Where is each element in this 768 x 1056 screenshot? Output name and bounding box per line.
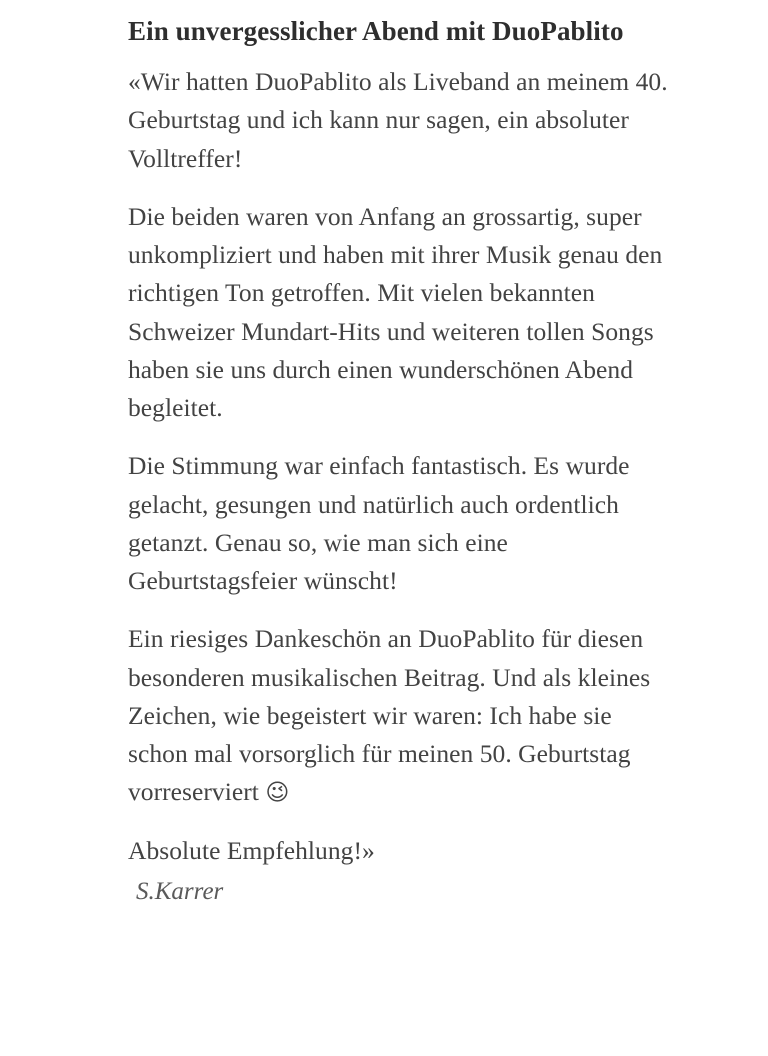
- testimonial-closing: Absolute Empfehlung!»: [128, 835, 375, 865]
- wink-emoji-icon: 😉: [265, 780, 290, 807]
- testimonial-paragraph-3: Die Stimmung war einfach fantastisch. Es wurde gelacht, gesungen und natürlich auch ordentlich getanzt. Genau so, wie man sich eine Geburtstagsfeier wünscht!: [128, 451, 630, 596]
- testimonial-paragraph-4: [128, 620, 668, 811]
- testimonial-paragraph-2: Die beiden waren von Anfang an grossartig, super unkompliziert und haben mit ihrer Musik genau den richtigen Ton getroffen. Mit vielen bekannten Schweizer Mundart-Hits und weiteren tollen Songs haben sie uns durch einen wunderschönen Abend begleitet.: [128, 201, 663, 423]
- testimonial-author: S.Karrer: [136, 877, 224, 905]
- testimonial-paragraph-1: «Wir hatten DuoPablito als Liveband an meinem 40. Geburtstag und ich kann nur sagen, ein absoluter Volltreffer!: [128, 67, 668, 173]
- page-title: Ein unvergesslicher Abend mit DuoPablito: [128, 16, 624, 46]
- thanks-text: Ein riesiges Dankeschön an DuoPablito für diesen besonderen musikalischen Beitrag. Und als kleines Zeichen, wie begeistert wir waren: Ich habe sie schon mal vorsorglich für meinen 50. Geburtstag vorreserviert: [128, 624, 651, 807]
